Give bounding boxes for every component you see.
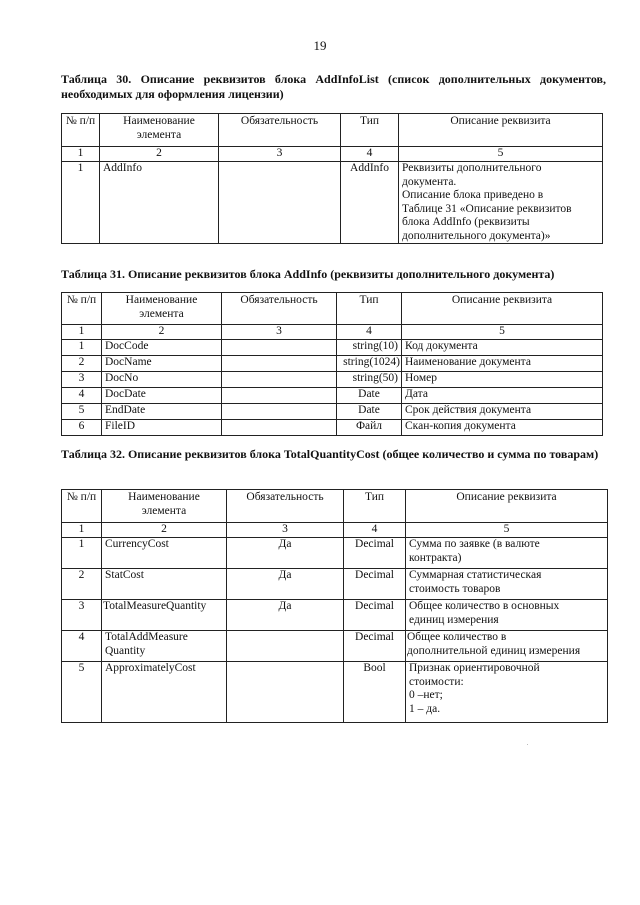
row-number: 4 xyxy=(62,388,102,404)
description-line: документа. xyxy=(402,175,457,188)
required-cell xyxy=(227,662,344,723)
description-line: Общее количество в xyxy=(407,631,507,643)
row-number: 1 xyxy=(62,538,102,569)
required-cell xyxy=(222,388,337,404)
table-31-caption: Таблица 31. Описание реквизитов блока AddInfo (реквизиты дополнительного документа) xyxy=(61,267,555,281)
element-name: DocCode xyxy=(102,340,222,356)
element-name: CurrencyCost xyxy=(102,538,227,569)
description-line: 1 – да. xyxy=(409,702,441,715)
description-cell: Код документа xyxy=(402,340,603,356)
header-cell: Тип xyxy=(341,114,399,147)
type-cell: Date xyxy=(337,388,402,404)
row-number: 4 xyxy=(62,631,102,662)
description-line: Признак ориентировочной xyxy=(409,662,540,674)
header-cell: Наименование элемента xyxy=(102,490,227,523)
description-cell: Наименование документа xyxy=(402,356,603,372)
required-cell xyxy=(222,420,337,436)
type-cell: string(1024) xyxy=(337,356,402,372)
header-cell: Тип xyxy=(344,490,406,523)
header-cell: Тип xyxy=(337,293,402,325)
type-cell: string(50) xyxy=(337,372,402,388)
header-cell: Обязательность xyxy=(227,490,344,523)
description-line: дополнительной единиц измерения xyxy=(407,644,581,657)
column-index-row xyxy=(62,325,603,340)
table-row xyxy=(62,600,608,631)
table-header-row xyxy=(62,490,608,523)
row-number: 2 xyxy=(62,569,102,600)
description-line: Общее количество в основных xyxy=(409,600,560,612)
description-line: Таблице 31 «Описание реквизитов xyxy=(402,202,572,215)
table-32 xyxy=(61,489,608,723)
description-cell xyxy=(406,631,608,662)
description-line: Реквизиты дополнительного xyxy=(402,162,542,174)
row-number: 3 xyxy=(62,600,102,631)
description-cell xyxy=(406,538,608,569)
description-cell: Дата xyxy=(402,388,603,404)
required-cell xyxy=(222,404,337,420)
type-cell: Bool xyxy=(344,662,406,723)
header-cell: Описание реквизита xyxy=(402,293,603,325)
description-cell: Скан-копия документа xyxy=(402,420,603,436)
required-cell xyxy=(227,631,344,662)
description-cell xyxy=(406,662,608,723)
description-line: блока AddInfo (реквизиты xyxy=(402,216,530,228)
table-header-row xyxy=(62,114,603,147)
description-cell xyxy=(406,569,608,600)
description-cell xyxy=(406,600,608,631)
table-32-caption: Таблица 32. Описание реквизитов блока TotalQuantityCost (общее количество и сумма по товарам) xyxy=(61,447,599,461)
element-name: StatCost xyxy=(102,569,227,600)
row-number: 5 xyxy=(62,404,102,420)
page-number: 19 xyxy=(313,38,327,53)
header-cell: Обязательность xyxy=(222,293,337,325)
row-number: 3 xyxy=(62,372,102,388)
type-cell: Decimal xyxy=(344,600,406,631)
index-cell: 4 xyxy=(344,523,406,538)
row-number: 6 xyxy=(62,420,102,436)
table-row xyxy=(62,356,603,372)
type-cell: Decimal xyxy=(344,538,406,569)
description-line: стоимость товаров xyxy=(409,582,501,595)
table-row xyxy=(62,340,603,356)
description-line: Описание блока приведено в xyxy=(402,189,544,201)
description-cell: Срок действия документа xyxy=(402,404,603,420)
table-row xyxy=(62,162,603,244)
row-number: 1 xyxy=(62,162,100,244)
description-line: контракта) xyxy=(409,551,462,564)
header-cell: № п/п xyxy=(62,293,102,325)
required-cell: Да xyxy=(227,569,344,600)
description-line: 0 –нет; xyxy=(409,689,443,701)
index-cell: 5 xyxy=(399,147,603,162)
index-cell: 1 xyxy=(62,325,102,340)
element-name: EndDate xyxy=(102,404,222,420)
index-cell: 3 xyxy=(227,523,344,538)
description-line: стоимости: xyxy=(409,675,464,688)
element-name: DocName xyxy=(102,356,222,372)
description-line: Суммарная статистическая xyxy=(409,569,542,581)
required-cell xyxy=(222,372,337,388)
element-name: FileID xyxy=(102,420,222,436)
index-cell: 2 xyxy=(102,523,227,538)
description-line: Сумма по заявке (в валюте xyxy=(409,538,540,550)
table-row xyxy=(62,404,603,420)
required-cell: Да xyxy=(227,538,344,569)
column-index-row xyxy=(62,147,603,162)
description-line: дополнительного документа)» xyxy=(402,229,551,242)
row-number: 2 xyxy=(62,356,102,372)
type-cell: string(10) xyxy=(337,340,402,356)
element-name: DocNo xyxy=(102,372,222,388)
table-header-row xyxy=(62,293,603,325)
description-cell xyxy=(399,162,603,244)
table-30 xyxy=(61,113,603,244)
element-name: TotalAddMeasure Quantity xyxy=(102,631,227,662)
header-cell: № п/п xyxy=(62,490,102,523)
index-cell: 4 xyxy=(337,325,402,340)
table-row xyxy=(62,388,603,404)
header-cell: № п/п xyxy=(62,114,100,147)
element-name: TotalMeasureQuantity xyxy=(102,600,227,631)
table-row xyxy=(62,569,608,600)
type-cell: Date xyxy=(337,404,402,420)
table-row xyxy=(62,372,603,388)
table-row xyxy=(62,631,608,662)
table-row xyxy=(62,538,608,569)
scan-speck xyxy=(527,744,528,745)
header-cell: Описание реквизита xyxy=(406,490,608,523)
index-cell: 2 xyxy=(102,325,222,340)
type-cell: Decimal xyxy=(344,569,406,600)
description-line: единиц измерения xyxy=(409,613,499,626)
table-row xyxy=(62,420,603,436)
required-cell xyxy=(222,340,337,356)
column-index-row xyxy=(62,523,608,538)
index-cell: 1 xyxy=(62,147,100,162)
type-cell: Файл xyxy=(337,420,402,436)
element-name: DocDate xyxy=(102,388,222,404)
index-cell: 5 xyxy=(402,325,603,340)
required-cell xyxy=(219,162,341,244)
index-cell: 1 xyxy=(62,523,102,538)
description-cell: Номер xyxy=(402,372,603,388)
header-cell: Описание реквизита xyxy=(399,114,603,147)
index-cell: 4 xyxy=(341,147,399,162)
row-number: 5 xyxy=(62,662,102,723)
header-cell: Обязательность xyxy=(219,114,341,147)
row-number: 1 xyxy=(62,340,102,356)
index-cell: 3 xyxy=(222,325,337,340)
element-name: ApproximatelyCost xyxy=(102,662,227,723)
table-30-caption: Таблица 30. Описание реквизитов блока AddInfoList (список дополнительных документов, необходимых для оформления лицензии) xyxy=(61,72,606,101)
required-cell xyxy=(222,356,337,372)
required-cell: Да xyxy=(227,600,344,631)
index-cell: 3 xyxy=(219,147,341,162)
index-cell: 5 xyxy=(406,523,608,538)
index-cell: 2 xyxy=(100,147,219,162)
header-cell: Наименование элемента xyxy=(100,114,219,147)
table-row xyxy=(62,662,608,723)
header-cell: Наименование элемента xyxy=(102,293,222,325)
type-cell: Decimal xyxy=(344,631,406,662)
element-name: AddInfo xyxy=(100,162,219,244)
type-cell: AddInfo xyxy=(341,162,399,244)
table-31 xyxy=(61,292,603,436)
